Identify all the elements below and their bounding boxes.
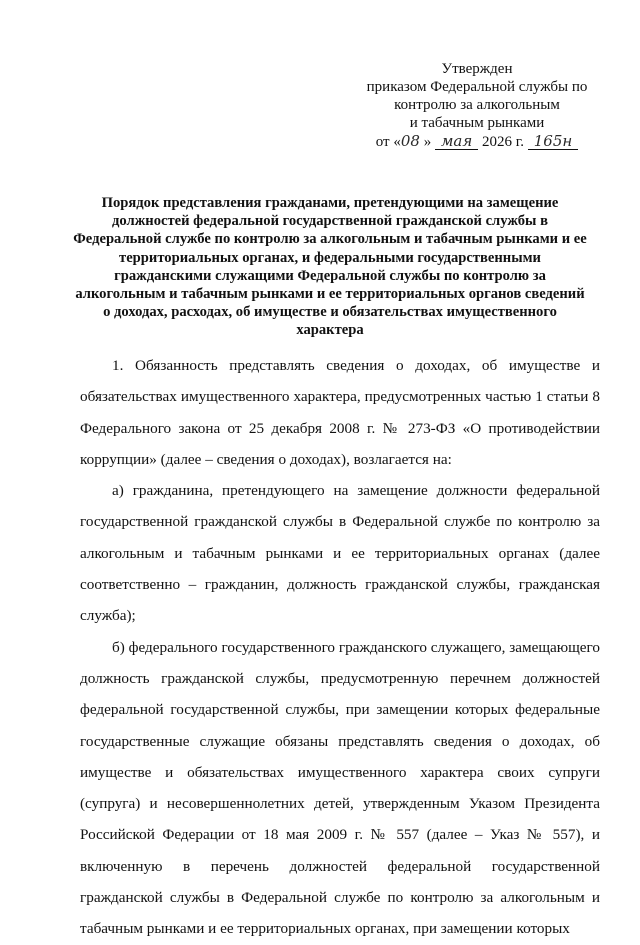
date-year: 2026 г.: [482, 134, 524, 150]
date-prefix: от «: [375, 134, 401, 150]
date-mid: »: [423, 134, 432, 150]
date-month: мая: [435, 134, 478, 150]
approval-block: [352, 60, 602, 151]
approval-line-3: контролю за алкогольным: [394, 97, 560, 113]
document-title: Порядок представления гражданами, претендующими на замещение должностей федеральной государственной гражданской службы в Федеральной службе по контролю за алкогольным и табачным рынками и ее территориальных органах, и федеральными государственными гражданскими служащими Федеральной службы по контролю за алкогольным и табачным рынками и ее территориальных органов сведений о доходах, расходах, об имуществе и обязательствах имущественного характера: [73, 195, 587, 339]
approval-line-1: Утвержден: [441, 61, 513, 77]
approval-line-4: и табачным рынками: [409, 115, 545, 131]
paragraph-a: а) гражданина, претендующего на замещение должности федеральной государственной гражданской службы в Федеральной службе по контролю за алкогольным и табачным рынками и ее территориальных органах (далее соответственно – гражданин, должность гражданской службы, гражданская служба);: [80, 482, 600, 625]
approval-date-line: [352, 132, 602, 151]
paragraph-b: б) федерального государственного гражданского служащего, замещающего должность гражданской службы, предусмотренную перечнем должностей федеральной государственной службы, при замещении которых федеральные государственные служащие обязаны представлять сведения о доходах, об имуществе и обязательствах имущественного характера своих супруги (супруга) и несовершеннолетних детей, утвержденным Указом Президента Российской Федерации от 18 мая 2009 г. № 557 (далее – Указ № 557), и включенную в перечень должностей федеральной государственной гражданской службы в Федеральной службе по контролю за алкогольным и табачным рынками и ее территориальных органах, при замещении которых: [80, 638, 600, 938]
approval-line-2: приказом Федеральной службы по: [366, 79, 588, 95]
order-number: 165н: [528, 134, 579, 150]
document-body: [80, 350, 600, 945]
paragraph-1: 1. Обязанность представлять сведения о доходах, об имуществе и обязательствах имущественного характера, предусмотренных частью 1 статьи 8 Федерального закона от 25 декабря 2008 г. № 273-ФЗ «О противодействии коррупции» (далее – сведения о доходах), возлагается на:: [80, 357, 600, 468]
date-day: 08: [400, 132, 420, 150]
